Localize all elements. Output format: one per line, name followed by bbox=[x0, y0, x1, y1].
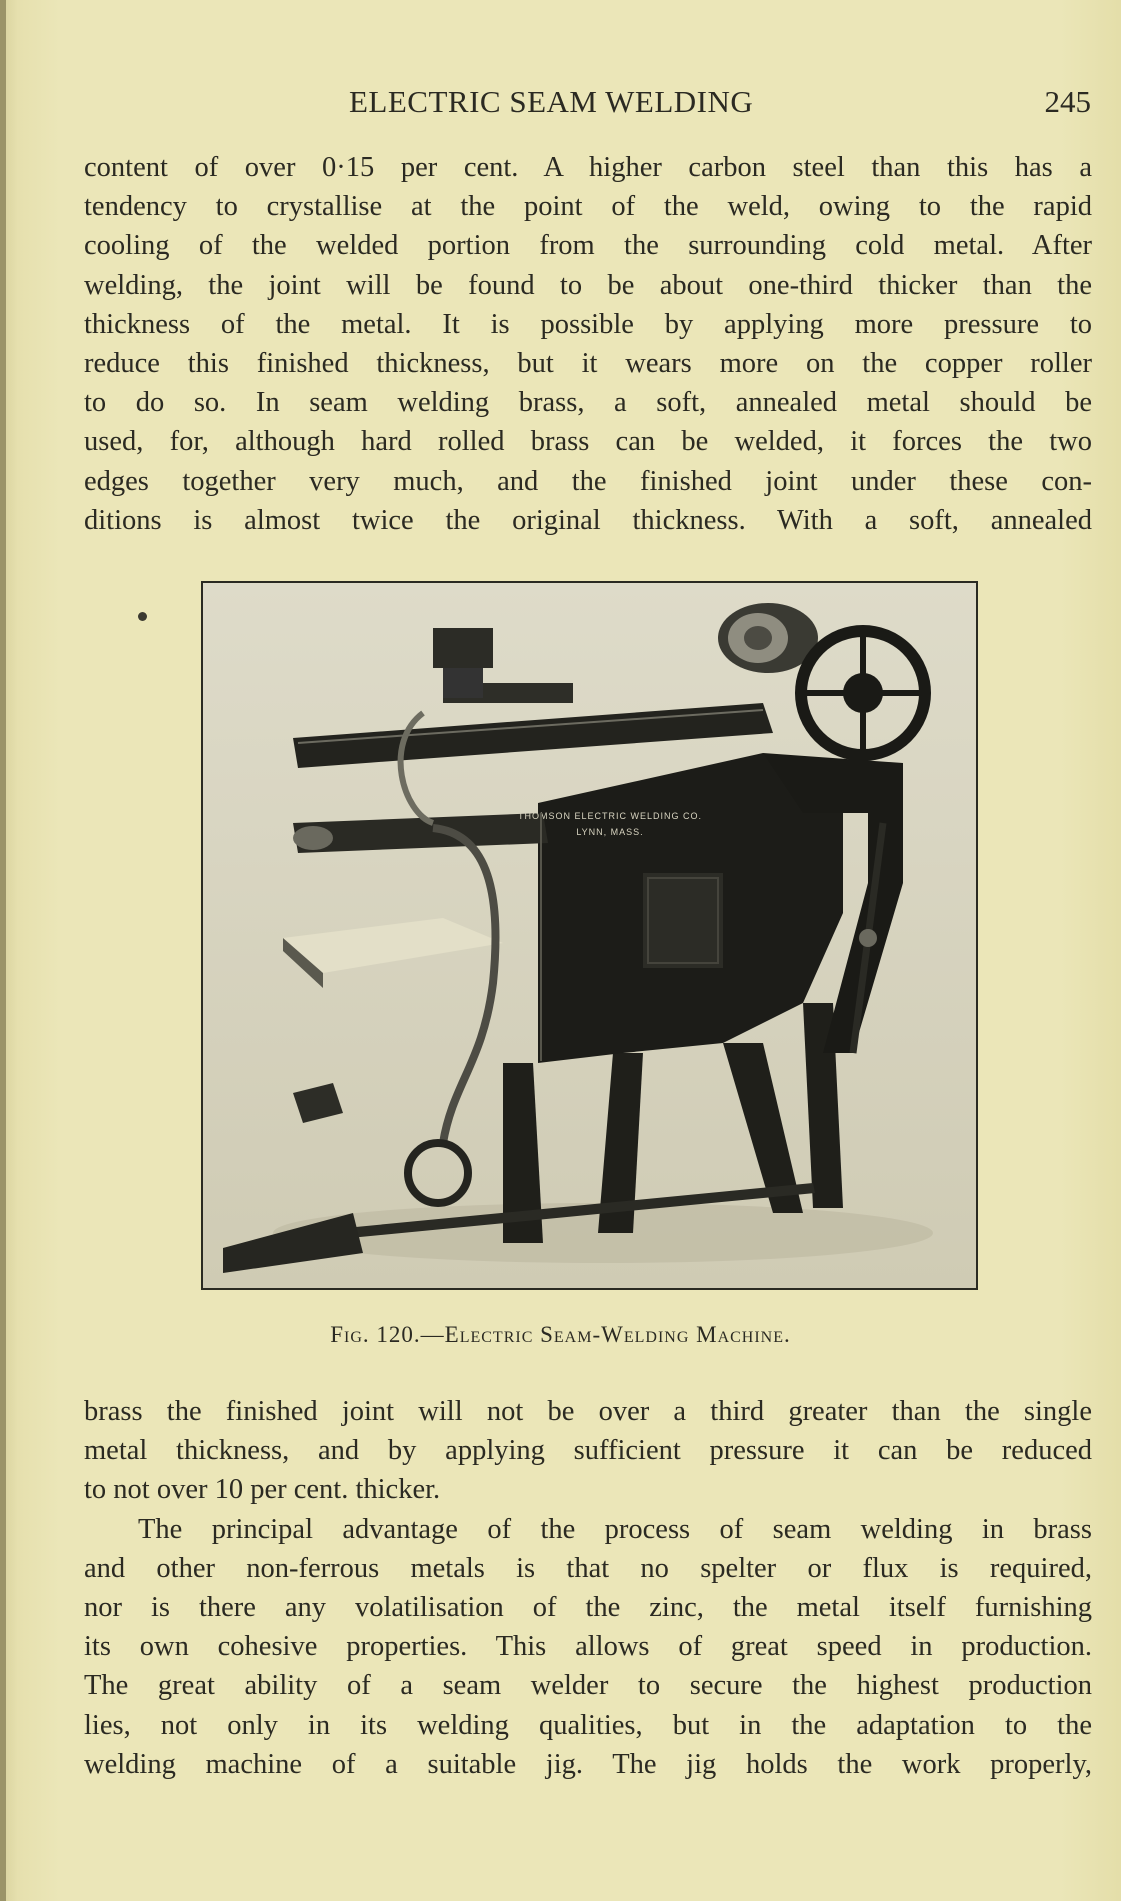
paragraph-continuation bbox=[84, 1392, 1092, 1784]
caption-text: Fig. 120.—Electric Seam-Welding Machine. bbox=[330, 1322, 791, 1347]
text-line: edges together very much, and the finished joint under these con- bbox=[84, 465, 1092, 497]
text-line: nor is there any volatilisation of the zinc, the metal itself furnishing bbox=[84, 1592, 1092, 1624]
text-line: welding, the joint will be found to be about one-third thicker than the bbox=[84, 269, 1092, 301]
paragraph-continued bbox=[84, 148, 1092, 540]
text-line: The principal advantage of the process of seam welding in brass bbox=[138, 1513, 1092, 1545]
stray-mark bbox=[138, 612, 147, 621]
page-number: 245 bbox=[1044, 84, 1091, 119]
seam-welding-machine-illustration bbox=[203, 583, 976, 1288]
figure-caption bbox=[0, 1322, 1121, 1348]
text-line: cooling of the welded portion from the surrounding cold metal. After bbox=[84, 230, 1092, 262]
text-line: tendency to crystallise at the point of the weld, owing to the rapid bbox=[84, 191, 1092, 223]
text-line: its own cohesive properties. This allows of great speed in production. bbox=[84, 1631, 1092, 1663]
page-binding-edge bbox=[0, 0, 6, 1901]
text-line: content of over 0·15 per cent. A higher carbon steel than this has a bbox=[84, 152, 1092, 183]
running-head bbox=[84, 84, 1091, 128]
text-line: The great ability of a seam welder to secure the highest production bbox=[84, 1670, 1092, 1702]
text-line: brass the finished joint will not be over a third greater than the single bbox=[84, 1396, 1092, 1427]
text-line: and other non-ferrous metals is that no spelter or flux is required, bbox=[84, 1552, 1092, 1584]
machine-plate-text-1: THOMSON ELECTRIC WELDING CO. bbox=[517, 811, 703, 821]
running-title: ELECTRIC SEAM WELDING bbox=[349, 84, 754, 119]
text-line: thickness of the metal. It is possible by applying more pressure to bbox=[84, 308, 1092, 340]
text-line: reduce this finished thickness, but it wears more on the copper roller bbox=[84, 348, 1092, 380]
text-line: to not over 10 per cent. thicker. bbox=[84, 1474, 441, 1506]
text-line: used, for, although hard rolled brass can be welded, it forces the two bbox=[84, 426, 1092, 458]
text-line: lies, not only in its welding qualities, but in the adaptation to the bbox=[84, 1709, 1092, 1741]
text-line: welding machine of a suitable jig. The jig holds the work properly, bbox=[84, 1748, 1092, 1780]
text-line: to do so. In seam welding brass, a soft, annealed metal should be bbox=[84, 387, 1092, 419]
figure-image bbox=[201, 581, 978, 1290]
text-line: metal thickness, and by applying sufficient pressure it can be reduced bbox=[84, 1435, 1092, 1467]
text-line: ditions is almost twice the original thickness. With a soft, annealed bbox=[84, 504, 1092, 536]
machine-plate-text-2: LYNN, MASS. bbox=[576, 827, 644, 837]
